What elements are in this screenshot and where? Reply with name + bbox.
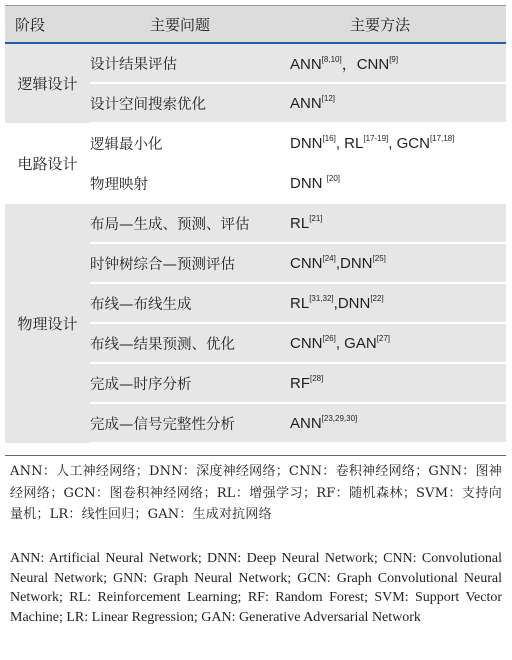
problem-cell: 布线—布线生成 [90, 283, 290, 323]
method-name: ANN [290, 414, 322, 432]
header-method: 主要方法 [290, 6, 506, 44]
problem-cell: 时钟树综合—预测评估 [90, 243, 290, 283]
notes-divider [5, 455, 506, 456]
citation-ref: [24] [322, 253, 336, 263]
english-abbreviation-note: ANN: Artificial Neural Network; DNN: Deep Neural Network; CNN: Convolutional Neural Network; GNN: Graph Neural Network; GCN: Graph Convolutional Neural Network; RL: Reinforcement Learning; RF: Random Forest; SVM: Support Vector Machine; LR: Linear Regression; GAN: Generative Adversarial Network [10, 551, 502, 625]
citation-ref: [16] [322, 133, 336, 143]
problem-cell: 完成—时序分析 [90, 363, 290, 403]
problem-cell: 设计结果评估 [90, 43, 290, 83]
table-row [5, 43, 506, 83]
problem-cell: 完成—信号完整性分析 [90, 403, 290, 443]
method-name: , GCN [388, 134, 430, 152]
problem-cell: 逻辑最小化 [90, 123, 290, 163]
table-body [5, 43, 506, 443]
header-stage: 阶段 [5, 6, 90, 44]
citation-ref: [17,18] [429, 133, 455, 143]
method-cell [290, 283, 506, 323]
method-name: ,DNN [335, 254, 373, 272]
citation-ref: [22] [370, 293, 384, 303]
method-name: DNN [290, 174, 327, 192]
header-problem: 主要问题 [90, 6, 290, 44]
citation-ref: [17-19] [363, 133, 389, 143]
method-name: ANN [290, 55, 322, 73]
citation-ref: [20] [326, 173, 341, 183]
method-cell [290, 163, 506, 203]
method-name: RL [290, 214, 310, 232]
stage-cell: 物理设计 [5, 203, 90, 443]
problem-cell: 设计空间搜索优化 [90, 83, 290, 123]
stage-cell: 逻辑设计 [5, 43, 90, 123]
citation-ref: [27] [376, 333, 391, 343]
problem-cell: 物理映射 [90, 163, 290, 203]
method-name: , RL [335, 134, 364, 152]
citation-ref: [31,32] [309, 293, 334, 303]
method-cell [290, 243, 506, 283]
method-name: , GAN [335, 334, 377, 352]
citation-ref: [9] [389, 54, 399, 64]
method-cell [290, 123, 506, 163]
methods-table [5, 5, 506, 444]
method-name: DNN [290, 134, 323, 152]
method-name: ,DNN [333, 294, 371, 312]
method-cell [290, 363, 506, 403]
method-name: ，CNN [341, 55, 390, 73]
method-name: RF [290, 374, 310, 392]
citation-ref: [12] [321, 93, 336, 103]
citation-ref: [23,29,30] [321, 413, 358, 423]
chinese-abbreviation-note: ANN：人工神经网络；DNN：深度神经网络；CNN：卷积神经网络；GNN：图神经网络；GCN：图卷积神经网络；RL：增强学习；RF：随机森林；SVM：支持向量机；LR：线性回归；GAN：生成对抗网络 [10, 464, 502, 522]
citation-ref: [21] [309, 213, 323, 223]
problem-cell: 布局—生成、预测、评估 [90, 203, 290, 243]
citation-ref: [8,10] [321, 54, 342, 64]
method-name: CNN [290, 334, 323, 352]
method-cell [290, 43, 506, 83]
table-header-row [5, 6, 506, 44]
table-row [5, 203, 506, 243]
method-cell [290, 203, 506, 243]
method-cell [290, 323, 506, 363]
citation-ref: [26] [322, 333, 336, 343]
table-row [5, 123, 506, 163]
method-name: ANN [290, 94, 322, 112]
method-name: CNN [290, 254, 323, 272]
stage-cell: 电路设计 [5, 123, 90, 203]
citation-ref: [28] [310, 373, 324, 383]
method-cell [290, 403, 506, 443]
method-cell [290, 83, 506, 123]
citation-ref: [25] [372, 253, 386, 263]
problem-cell: 布线—结果预测、优化 [90, 323, 290, 363]
method-name: RL [290, 294, 310, 312]
